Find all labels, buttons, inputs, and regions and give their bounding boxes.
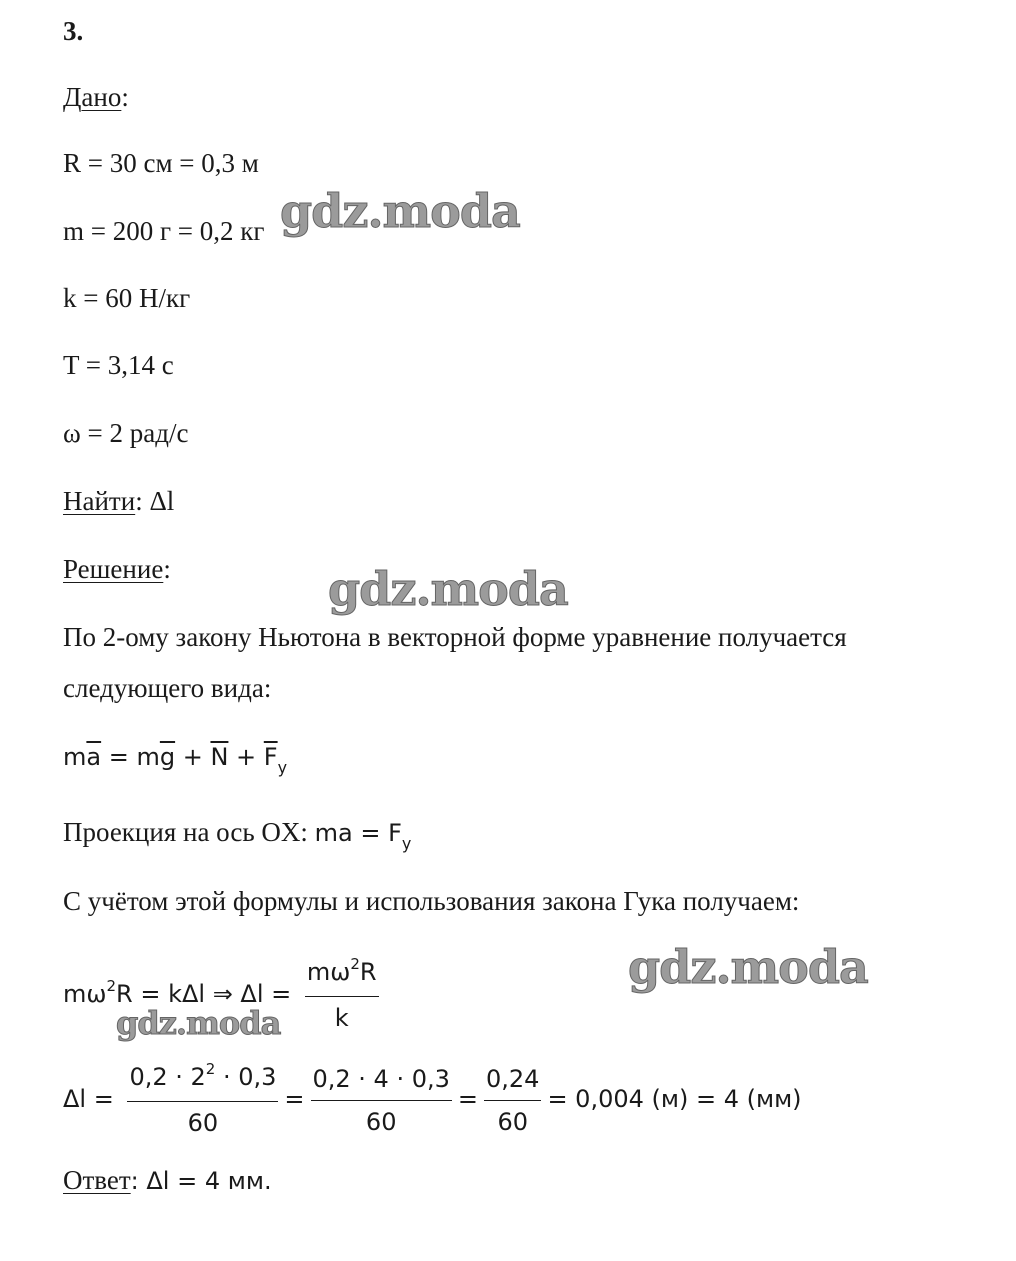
watermark: gdz.moda	[280, 184, 520, 238]
solution-colon: :	[163, 554, 171, 584]
given-colon: :	[121, 82, 129, 112]
given-heading	[63, 80, 129, 114]
given-item-radius: R = 30 см = 0,3 м	[63, 148, 259, 178]
eq4-rhs: = 0,004 (м) = 4 (мм)	[547, 1085, 802, 1113]
eq3-part: R = kΔl ⇒ Δl =	[116, 980, 299, 1008]
solution-text-3: С учётом этой формулы и использования закона Гука получаем:	[63, 886, 800, 916]
answer-line	[63, 1163, 272, 1198]
solution-text-1: По 2-ому закону Ньютона в векторной форме уравнение получается	[63, 622, 847, 652]
eq4-numerator-1: $0,2 \cdot 2^2 \cdot 0,3$	[127, 1060, 278, 1102]
find-rest: : Δl	[135, 486, 175, 516]
eq3-part: mω	[63, 980, 107, 1008]
eq4-fraction-1	[127, 1060, 278, 1140]
given-label: Дано	[63, 82, 122, 112]
eq3-superscript: 2	[106, 977, 117, 995]
eq4-numerator-3: 0,24	[484, 1062, 541, 1101]
given-item-omega: ω = 2 рад/с	[63, 418, 189, 448]
eq4-fraction-3	[484, 1062, 541, 1139]
eq1-subscript: y	[277, 758, 288, 777]
eq2-text: Проекция на ось OX:	[63, 817, 315, 847]
eq1-vector-f: $\overline{F}$	[263, 743, 278, 771]
eq1-part: = m	[101, 743, 160, 771]
watermark: gdz.moda	[628, 940, 868, 994]
solution-heading	[63, 552, 171, 586]
solution-text-2: следующего вида:	[63, 673, 272, 703]
watermark: gdz.moda	[116, 1004, 281, 1042]
equation-projection	[63, 815, 411, 853]
eq1-vector-g: $\overline{g}$	[159, 743, 176, 771]
problem-number: 3.	[63, 16, 84, 46]
eq4-denominator-1: 60	[187, 1109, 219, 1137]
eq1-vector-n: $\overline{N}$	[210, 743, 229, 771]
equation-newton-vector	[63, 740, 287, 777]
eq2-subscript: y	[401, 834, 412, 853]
eq1-vector-a: $\overline{a}$	[86, 743, 102, 771]
eq4-fraction-2	[311, 1062, 452, 1139]
eq1-part: m	[63, 743, 87, 771]
eq4-denominator-2: 60	[365, 1107, 397, 1136]
eq4-numerator-2: 0,2 · 4 · 0,3	[311, 1062, 452, 1101]
given-item-mass: m = 200 г = 0,2 кг	[63, 216, 265, 246]
eq4-denominator-3: 60	[497, 1107, 528, 1136]
solution-label: Решение	[63, 554, 164, 584]
given-item-stiffness: k = 60 Н/кг	[63, 283, 191, 313]
answer-rest: : Δl = 4 мм.	[130, 1167, 272, 1195]
find-line	[63, 484, 174, 518]
eq3-numerator: $m\omega^2R$	[305, 955, 379, 997]
eq3-denominator: k	[334, 1004, 349, 1032]
eq2-formula: ma = F	[314, 819, 402, 847]
answer-label: Ответ	[63, 1165, 131, 1195]
find-label: Найти	[63, 486, 136, 516]
eq4-equals: =	[284, 1085, 305, 1113]
given-item-period: T = 3,14 с	[63, 350, 174, 380]
eq1-part: +	[228, 743, 264, 771]
eq4-equals: =	[457, 1085, 478, 1113]
eq3-fraction	[305, 955, 379, 1035]
watermark: gdz.moda	[328, 562, 568, 616]
eq1-part: +	[175, 743, 211, 771]
equation-calculation	[63, 1060, 802, 1140]
eq4-lhs: Δl =	[63, 1085, 122, 1113]
